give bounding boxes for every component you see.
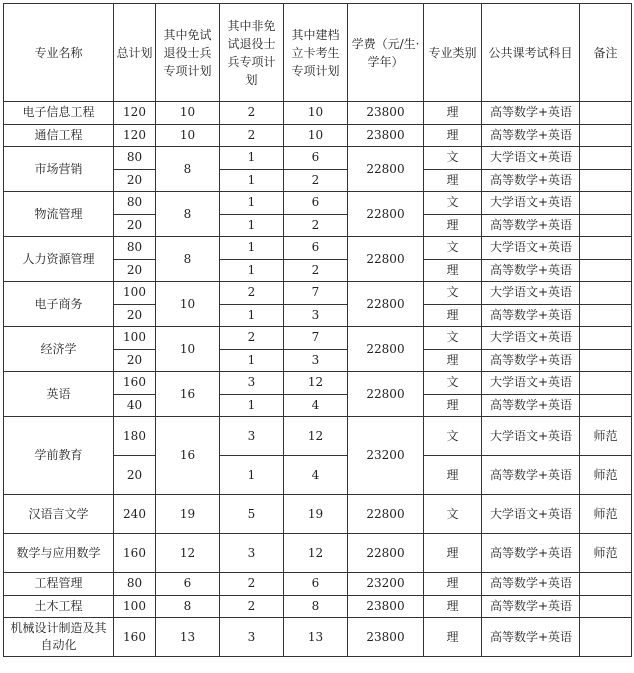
- note-cell: [580, 124, 632, 147]
- note-cell: [580, 573, 632, 596]
- tuition-cell: 23200: [348, 573, 424, 596]
- exam-subject-cell: 高等数学+英语: [482, 595, 580, 618]
- table-row: [4, 534, 632, 573]
- tuition-cell: 22800: [348, 237, 424, 282]
- exempt-veteran-cell: 10: [156, 124, 220, 147]
- note-cell: 师范: [580, 417, 632, 456]
- major-name-cell: 通信工程: [4, 124, 114, 147]
- poverty-plan-cell: 6: [284, 192, 348, 215]
- major-name-cell: 英语: [4, 372, 114, 417]
- total-cell: 80: [114, 237, 156, 260]
- major-name-cell: 经济学: [4, 327, 114, 372]
- exam-subject-cell: 大学语文+英语: [482, 495, 580, 534]
- total-cell: 180: [114, 417, 156, 456]
- poverty-plan-cell: 3: [284, 349, 348, 372]
- note-cell: [580, 192, 632, 215]
- category-cell: 文: [424, 147, 482, 170]
- major-name-cell: 市场营销: [4, 147, 114, 192]
- tuition-cell: 22800: [348, 282, 424, 327]
- poverty-plan-cell: 6: [284, 147, 348, 170]
- category-cell: 理: [424, 595, 482, 618]
- poverty-plan-cell: 19: [284, 495, 348, 534]
- header-nonexempt-veteran: 其中非免试退役士兵专项计划: [220, 4, 284, 102]
- table-row: [4, 372, 632, 395]
- major-name-cell: 机械设计制造及其自动化: [4, 618, 114, 657]
- nonexempt-veteran-cell: 2: [220, 102, 284, 125]
- category-cell: 理: [424, 304, 482, 327]
- note-cell: [580, 147, 632, 170]
- major-name-cell: 电子信息工程: [4, 102, 114, 125]
- category-cell: 理: [424, 259, 482, 282]
- exam-subject-cell: 大学语文+英语: [482, 327, 580, 350]
- nonexempt-veteran-cell: 1: [220, 214, 284, 237]
- poverty-plan-cell: 13: [284, 618, 348, 657]
- nonexempt-veteran-cell: 3: [220, 534, 284, 573]
- exam-subject-cell: 大学语文+英语: [482, 282, 580, 305]
- total-cell: 120: [114, 124, 156, 147]
- major-name-cell: 工程管理: [4, 573, 114, 596]
- category-cell: 文: [424, 417, 482, 456]
- category-cell: 理: [424, 214, 482, 237]
- category-cell: 理: [424, 456, 482, 495]
- category-cell: 理: [424, 102, 482, 125]
- exam-subject-cell: 高等数学+英语: [482, 169, 580, 192]
- total-cell: 80: [114, 192, 156, 215]
- nonexempt-veteran-cell: 2: [220, 327, 284, 350]
- exempt-veteran-cell: 16: [156, 417, 220, 495]
- total-cell: 20: [114, 214, 156, 237]
- exam-subject-cell: 大学语文+英语: [482, 192, 580, 215]
- exempt-veteran-cell: 6: [156, 573, 220, 596]
- exempt-veteran-cell: 10: [156, 282, 220, 327]
- note-cell: [580, 327, 632, 350]
- nonexempt-veteran-cell: 3: [220, 618, 284, 657]
- exempt-veteran-cell: 10: [156, 327, 220, 372]
- nonexempt-veteran-cell: 1: [220, 259, 284, 282]
- exam-subject-cell: 高等数学+英语: [482, 618, 580, 657]
- header-total: 总计划: [114, 4, 156, 102]
- table-row: [4, 618, 632, 657]
- poverty-plan-cell: 12: [284, 417, 348, 456]
- exam-subject-cell: 高等数学+英语: [482, 214, 580, 237]
- nonexempt-veteran-cell: 1: [220, 147, 284, 170]
- nonexempt-veteran-cell: 3: [220, 417, 284, 456]
- poverty-plan-cell: 3: [284, 304, 348, 327]
- category-cell: 文: [424, 282, 482, 305]
- header-category: 专业类别: [424, 4, 482, 102]
- exempt-veteran-cell: 8: [156, 595, 220, 618]
- major-name-cell: 土木工程: [4, 595, 114, 618]
- poverty-plan-cell: 10: [284, 124, 348, 147]
- nonexempt-veteran-cell: 1: [220, 169, 284, 192]
- total-cell: 20: [114, 304, 156, 327]
- table-row: [4, 573, 632, 596]
- total-cell: 20: [114, 259, 156, 282]
- exam-subject-cell: 高等数学+英语: [482, 304, 580, 327]
- nonexempt-veteran-cell: 2: [220, 595, 284, 618]
- note-cell: [580, 102, 632, 125]
- table-row: [4, 124, 632, 147]
- exam-subject-cell: 高等数学+英语: [482, 259, 580, 282]
- nonexempt-veteran-cell: 1: [220, 304, 284, 327]
- note-cell: [580, 349, 632, 372]
- nonexempt-veteran-cell: 5: [220, 495, 284, 534]
- poverty-plan-cell: 2: [284, 169, 348, 192]
- header-exempt-veteran: 其中免试退役士兵专项计划: [156, 4, 220, 102]
- header-poverty-plan: 其中建档立卡考生专项计划: [284, 4, 348, 102]
- total-cell: 20: [114, 169, 156, 192]
- poverty-plan-cell: 4: [284, 394, 348, 417]
- exempt-veteran-cell: 19: [156, 495, 220, 534]
- note-cell: [580, 169, 632, 192]
- poverty-plan-cell: 6: [284, 237, 348, 260]
- poverty-plan-cell: 2: [284, 259, 348, 282]
- total-cell: 240: [114, 495, 156, 534]
- category-cell: 理: [424, 394, 482, 417]
- note-cell: 师范: [580, 456, 632, 495]
- poverty-plan-cell: 7: [284, 282, 348, 305]
- tuition-cell: 23800: [348, 618, 424, 657]
- category-cell: 理: [424, 349, 482, 372]
- poverty-plan-cell: 7: [284, 327, 348, 350]
- exam-subject-cell: 高等数学+英语: [482, 573, 580, 596]
- category-cell: 文: [424, 192, 482, 215]
- nonexempt-veteran-cell: 1: [220, 349, 284, 372]
- exempt-veteran-cell: 16: [156, 372, 220, 417]
- total-cell: 100: [114, 327, 156, 350]
- note-cell: [580, 259, 632, 282]
- nonexempt-veteran-cell: 2: [220, 573, 284, 596]
- major-name-cell: 数学与应用数学: [4, 534, 114, 573]
- tuition-cell: 23800: [348, 102, 424, 125]
- poverty-plan-cell: 12: [284, 372, 348, 395]
- exempt-veteran-cell: 12: [156, 534, 220, 573]
- tuition-cell: 22800: [348, 327, 424, 372]
- note-cell: [580, 282, 632, 305]
- tuition-cell: 22800: [348, 147, 424, 192]
- table-row: [4, 102, 632, 125]
- exam-subject-cell: 高等数学+英语: [482, 124, 580, 147]
- category-cell: 理: [424, 534, 482, 573]
- category-cell: 理: [424, 124, 482, 147]
- total-cell: 160: [114, 534, 156, 573]
- note-cell: [580, 237, 632, 260]
- note-cell: 师范: [580, 534, 632, 573]
- category-cell: 理: [424, 573, 482, 596]
- exam-subject-cell: 大学语文+英语: [482, 147, 580, 170]
- nonexempt-veteran-cell: 1: [220, 394, 284, 417]
- note-cell: [580, 372, 632, 395]
- tuition-cell: 23800: [348, 124, 424, 147]
- nonexempt-veteran-cell: 2: [220, 282, 284, 305]
- tuition-cell: 23800: [348, 595, 424, 618]
- table-row: [4, 282, 632, 305]
- table-row: [4, 147, 632, 170]
- header-exam-subjects: 公共课考试科目: [482, 4, 580, 102]
- poverty-plan-cell: 12: [284, 534, 348, 573]
- exempt-veteran-cell: 8: [156, 237, 220, 282]
- poverty-plan-cell: 2: [284, 214, 348, 237]
- exam-subject-cell: 高等数学+英语: [482, 456, 580, 495]
- table-row: [4, 237, 632, 260]
- note-cell: [580, 214, 632, 237]
- category-cell: 理: [424, 618, 482, 657]
- nonexempt-veteran-cell: 1: [220, 192, 284, 215]
- poverty-plan-cell: 8: [284, 595, 348, 618]
- total-cell: 20: [114, 456, 156, 495]
- tuition-cell: 22800: [348, 192, 424, 237]
- exam-subject-cell: 高等数学+英语: [482, 102, 580, 125]
- major-name-cell: 物流管理: [4, 192, 114, 237]
- exempt-veteran-cell: 10: [156, 102, 220, 125]
- poverty-plan-cell: 6: [284, 573, 348, 596]
- total-cell: 20: [114, 349, 156, 372]
- category-cell: 文: [424, 237, 482, 260]
- tuition-cell: 22800: [348, 372, 424, 417]
- major-name-cell: 汉语言文学: [4, 495, 114, 534]
- note-cell: 师范: [580, 495, 632, 534]
- total-cell: 80: [114, 573, 156, 596]
- table-row: [4, 327, 632, 350]
- note-cell: [580, 618, 632, 657]
- header-note: 备注: [580, 4, 632, 102]
- enrollment-plan-table: [3, 3, 632, 657]
- category-cell: 文: [424, 372, 482, 395]
- exempt-veteran-cell: 8: [156, 147, 220, 192]
- total-cell: 40: [114, 394, 156, 417]
- header-tuition: 学费（元/生·学年）: [348, 4, 424, 102]
- tuition-cell: 23200: [348, 417, 424, 495]
- exam-subject-cell: 大学语文+英语: [482, 417, 580, 456]
- nonexempt-veteran-cell: 2: [220, 124, 284, 147]
- total-cell: 160: [114, 372, 156, 395]
- exam-subject-cell: 高等数学+英语: [482, 394, 580, 417]
- exam-subject-cell: 高等数学+英语: [482, 349, 580, 372]
- tuition-cell: 22800: [348, 534, 424, 573]
- exempt-veteran-cell: 8: [156, 192, 220, 237]
- total-cell: 80: [114, 147, 156, 170]
- table-row: [4, 192, 632, 215]
- exam-subject-cell: 高等数学+英语: [482, 534, 580, 573]
- nonexempt-veteran-cell: 1: [220, 237, 284, 260]
- major-name-cell: 学前教育: [4, 417, 114, 495]
- nonexempt-veteran-cell: 1: [220, 456, 284, 495]
- category-cell: 理: [424, 169, 482, 192]
- table-row: [4, 595, 632, 618]
- total-cell: 100: [114, 595, 156, 618]
- nonexempt-veteran-cell: 3: [220, 372, 284, 395]
- tuition-cell: 22800: [348, 495, 424, 534]
- table-row: [4, 495, 632, 534]
- major-name-cell: 人力资源管理: [4, 237, 114, 282]
- table-row: [4, 417, 632, 456]
- poverty-plan-cell: 4: [284, 456, 348, 495]
- note-cell: [580, 595, 632, 618]
- major-name-cell: 电子商务: [4, 282, 114, 327]
- total-cell: 160: [114, 618, 156, 657]
- table-body: [4, 102, 632, 657]
- poverty-plan-cell: 10: [284, 102, 348, 125]
- exam-subject-cell: 大学语文+英语: [482, 237, 580, 260]
- category-cell: 文: [424, 327, 482, 350]
- category-cell: 文: [424, 495, 482, 534]
- note-cell: [580, 304, 632, 327]
- exempt-veteran-cell: 13: [156, 618, 220, 657]
- total-cell: 120: [114, 102, 156, 125]
- exam-subject-cell: 大学语文+英语: [482, 372, 580, 395]
- note-cell: [580, 394, 632, 417]
- total-cell: 100: [114, 282, 156, 305]
- header-major: 专业名称: [4, 4, 114, 102]
